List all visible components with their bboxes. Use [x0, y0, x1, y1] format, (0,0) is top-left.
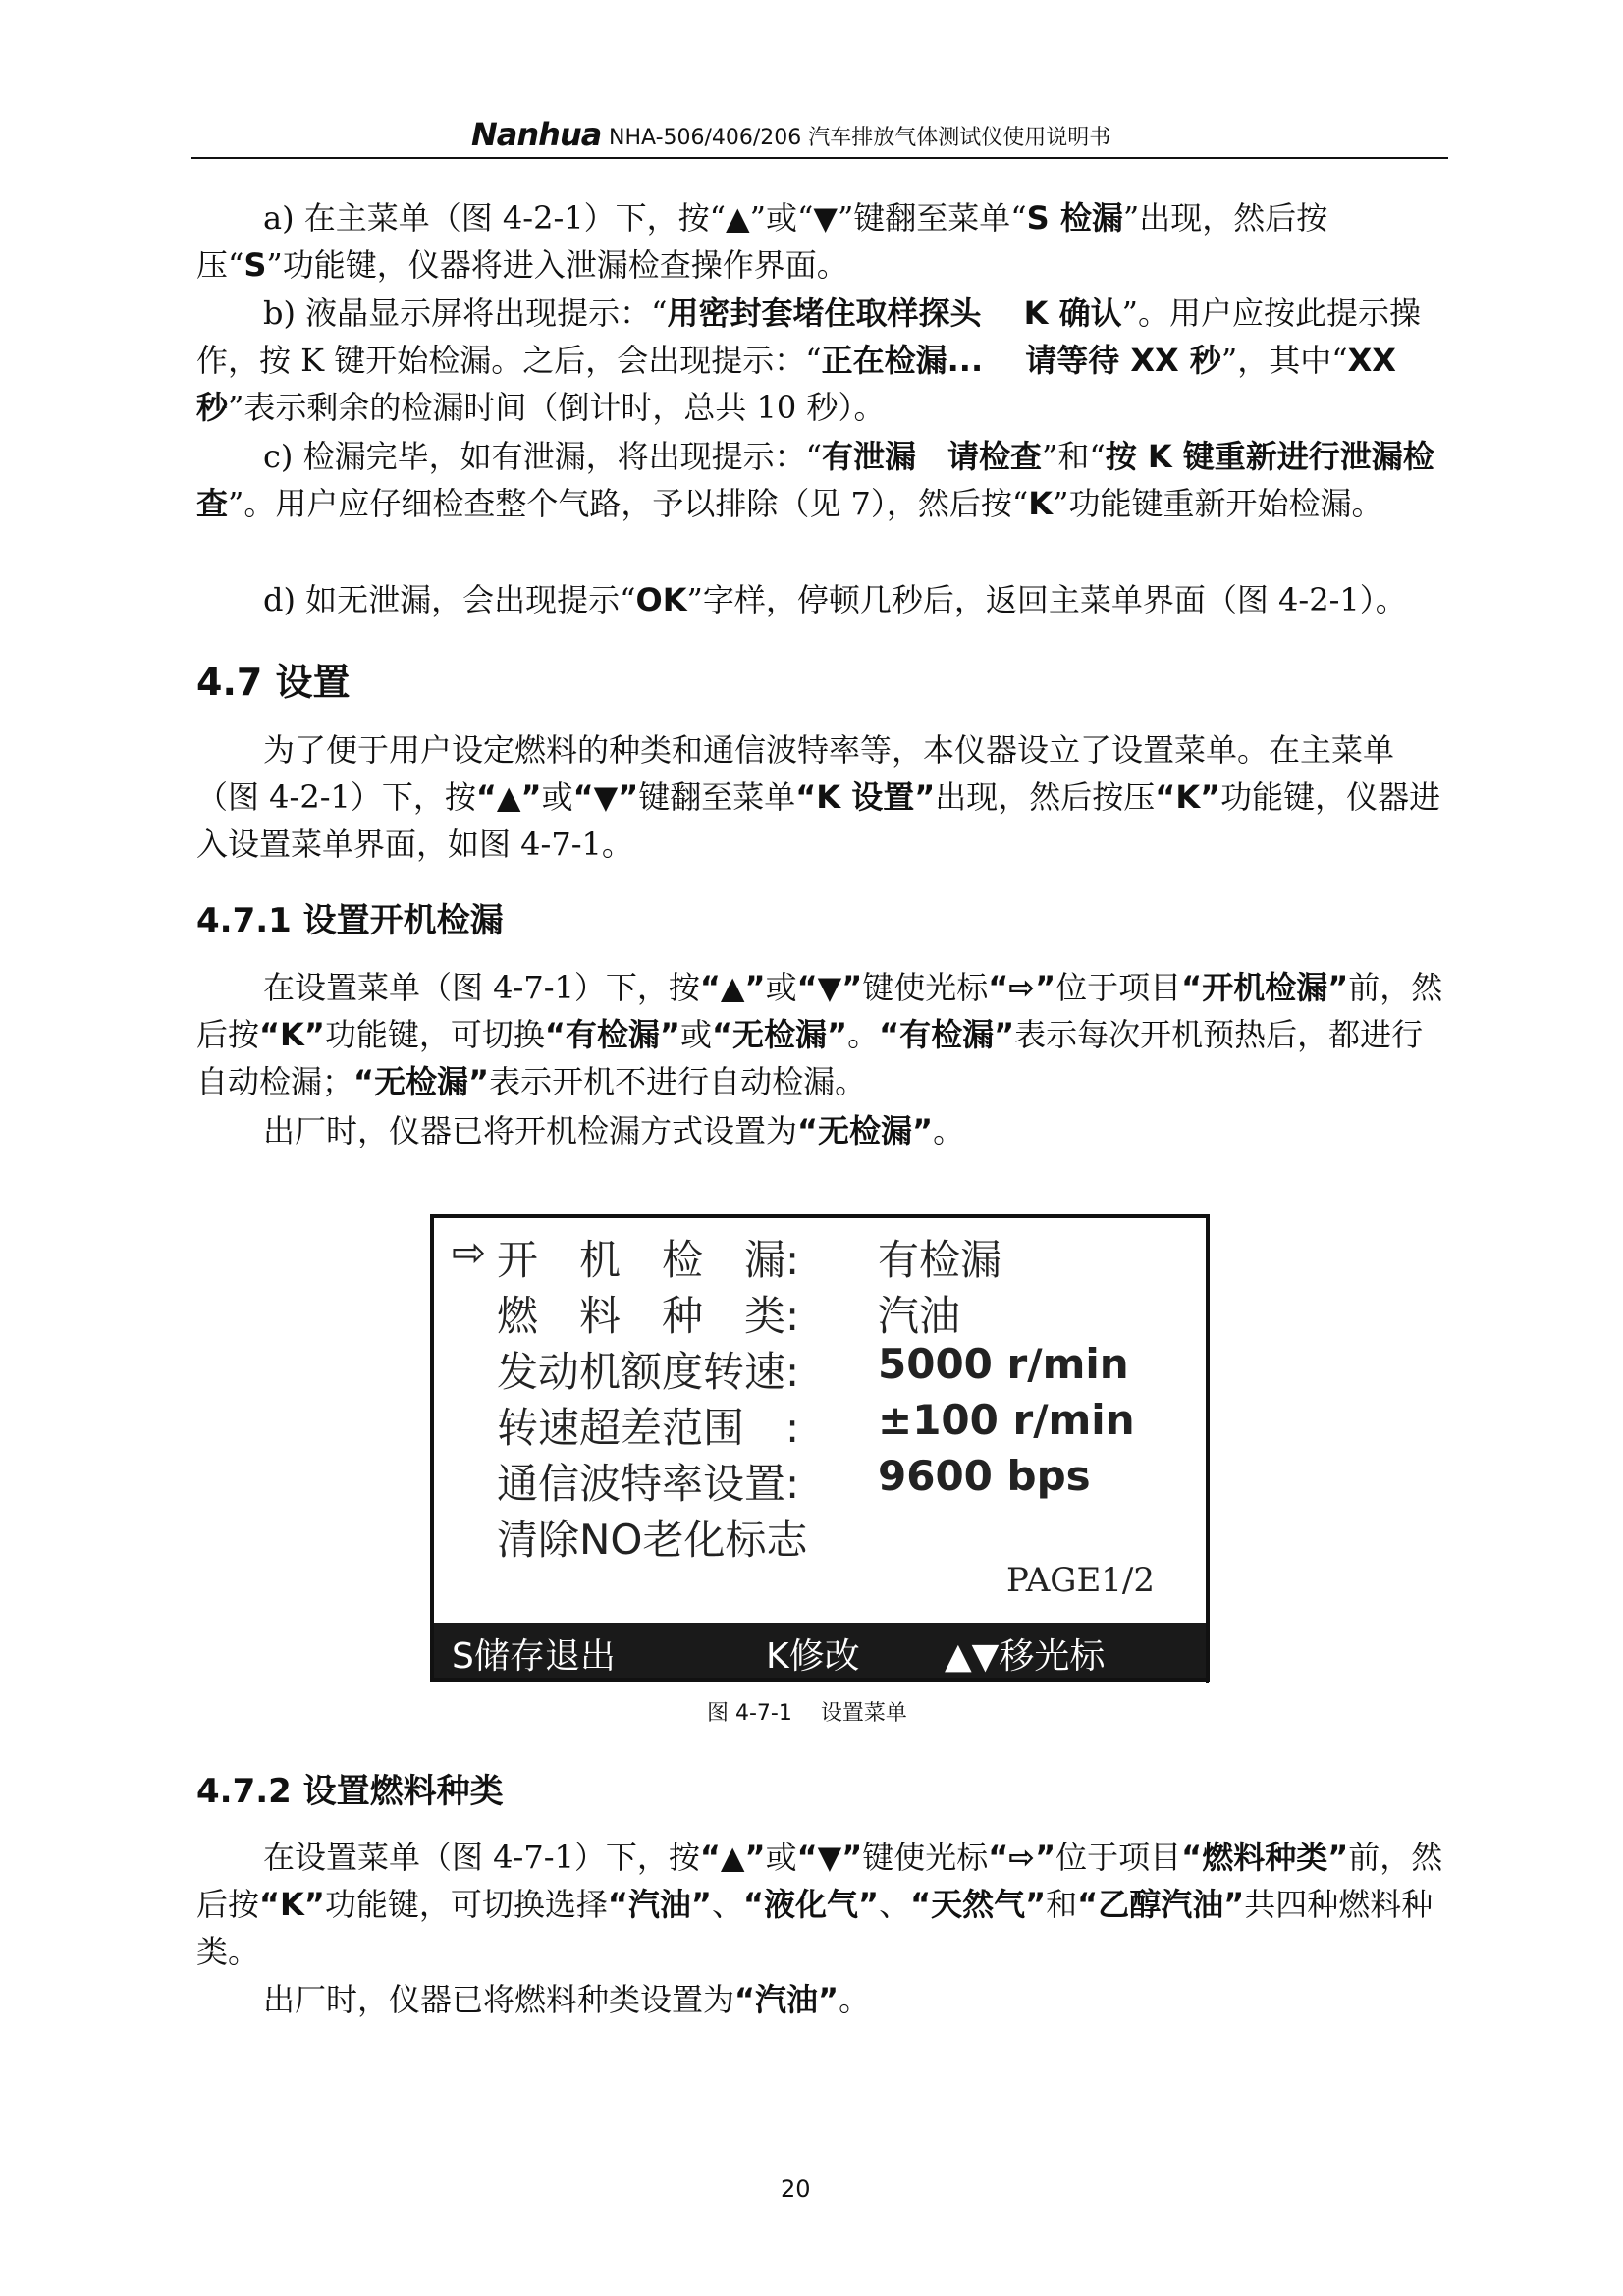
- lcd-row-label: 燃 料 种 类:: [497, 1292, 800, 1340]
- paragraph-4-7-1-b: 出厂时，仪器已将开机检漏方式设置为“无检漏”。: [263, 1112, 965, 1149]
- lcd-settings-screen: [430, 1214, 1210, 1682]
- softkey-modify: K修改: [766, 1636, 860, 1677]
- section-heading-4-7: 4.7 设置: [196, 661, 351, 704]
- page-indicator: PAGE1/2: [1005, 1561, 1155, 1600]
- lcd-row-value: 5000 r/min: [878, 1340, 1129, 1388]
- paragraph-4-7: 为了便于用户设定燃料的种类和通信波特率等，本仪器设立了设置菜单。在主菜单（图 4-2-1）下，按“▲”或“▼”键翻至菜单“K 设置”出现，然后按压“K”功能键，仪器进入设置菜单界面，如图 4-7-1。: [196, 731, 1441, 863]
- page-header: [191, 114, 1448, 159]
- paragraph-a: a) 在主菜单（图 4-2-1）下，按“▲”或“▼”键翻至菜单“S 检漏”出现，然后按压“S”功能键，仪器将进入泄漏检查操作界面。: [196, 199, 1328, 284]
- softkey-save-exit: S储存退出: [452, 1636, 616, 1677]
- brand-logo: Nanhua: [471, 116, 602, 153]
- lcd-row-label: 通信波特率设置:: [497, 1460, 800, 1508]
- paragraph-4-7-1-a: 在设置菜单（图 4-7-1）下，按“▲”或“▼”键使光标“⇨”位于项目“开机检漏”前，然后按“K”功能键，可切换“有检漏”或“无检漏”。“有检漏”表示每次开机预热后，都进行自动检漏；“无检漏”表示开机不进行自动检漏。: [196, 969, 1443, 1100]
- paragraph-4-7-2-a: 在设置菜单（图 4-7-1）下，按“▲”或“▼”键使光标“⇨”位于项目“燃料种类”前，然后按“K”功能键，可切换选择“汽油”、“液化气”、“天然气”和“乙醇汽油”共四种燃料种类。: [196, 1839, 1443, 1970]
- paragraph-d: d) 如无泄漏，会出现提示“OK”字样，停顿几秒后，返回主菜单界面（图 4-2-1）。: [263, 581, 1407, 618]
- lcd-row-value: ±100 r/min: [878, 1396, 1135, 1444]
- cursor-arrow-icon: ⇨: [452, 1228, 487, 1276]
- lcd-softkey-bar: [434, 1623, 1206, 1678]
- page-number: 20: [781, 2175, 811, 2203]
- lcd-row-label: 发动机额度转速:: [497, 1348, 800, 1396]
- section-heading-4-7-1: 4.7.1 设置开机检漏: [196, 901, 504, 940]
- figure-caption: 图 4-7-1 设置菜单: [707, 1701, 907, 1726]
- paragraph-4-7-2-b: 出厂时，仪器已将燃料种类设置为“汽油”。: [263, 1981, 871, 2018]
- softkey-move-cursor: ▲▼移光标: [945, 1636, 1106, 1677]
- header-title: NHA-506/406/206 汽车排放气体测试仪使用说明书: [609, 126, 1111, 150]
- lcd-row-value: 9600 bps: [878, 1452, 1091, 1500]
- paragraph-c: c) 检漏完毕，如有泄漏，将出现提示：“有泄漏 请检查”和“按 K 键重新进行泄漏检查”。用户应仔细检查整个气路，予以排除（见 7），然后按“K”功能键重新开始检漏。: [196, 438, 1434, 522]
- lcd-row-value: 汽油: [878, 1292, 961, 1340]
- paragraph-b: b) 液晶显示屏将出现提示：“用密封套堵住取样探头 K 确认”。用户应按此提示操作，按 K 键开始检漏。之后，会出现提示：“正在检漏... 请等待 XX 秒”，其中“XX 秒”表示剩余的检漏时间（倒计时，总共 10 秒）。: [196, 294, 1421, 426]
- section-heading-4-7-2: 4.7.2 设置燃料种类: [196, 1772, 504, 1811]
- lcd-row-label: 清除NO老化标志: [497, 1516, 808, 1564]
- lcd-row-label: 转速超差范围 :: [497, 1404, 800, 1452]
- lcd-row-value: 有检漏: [878, 1236, 1002, 1284]
- lcd-row-label: 开 机 检 漏:: [497, 1236, 800, 1284]
